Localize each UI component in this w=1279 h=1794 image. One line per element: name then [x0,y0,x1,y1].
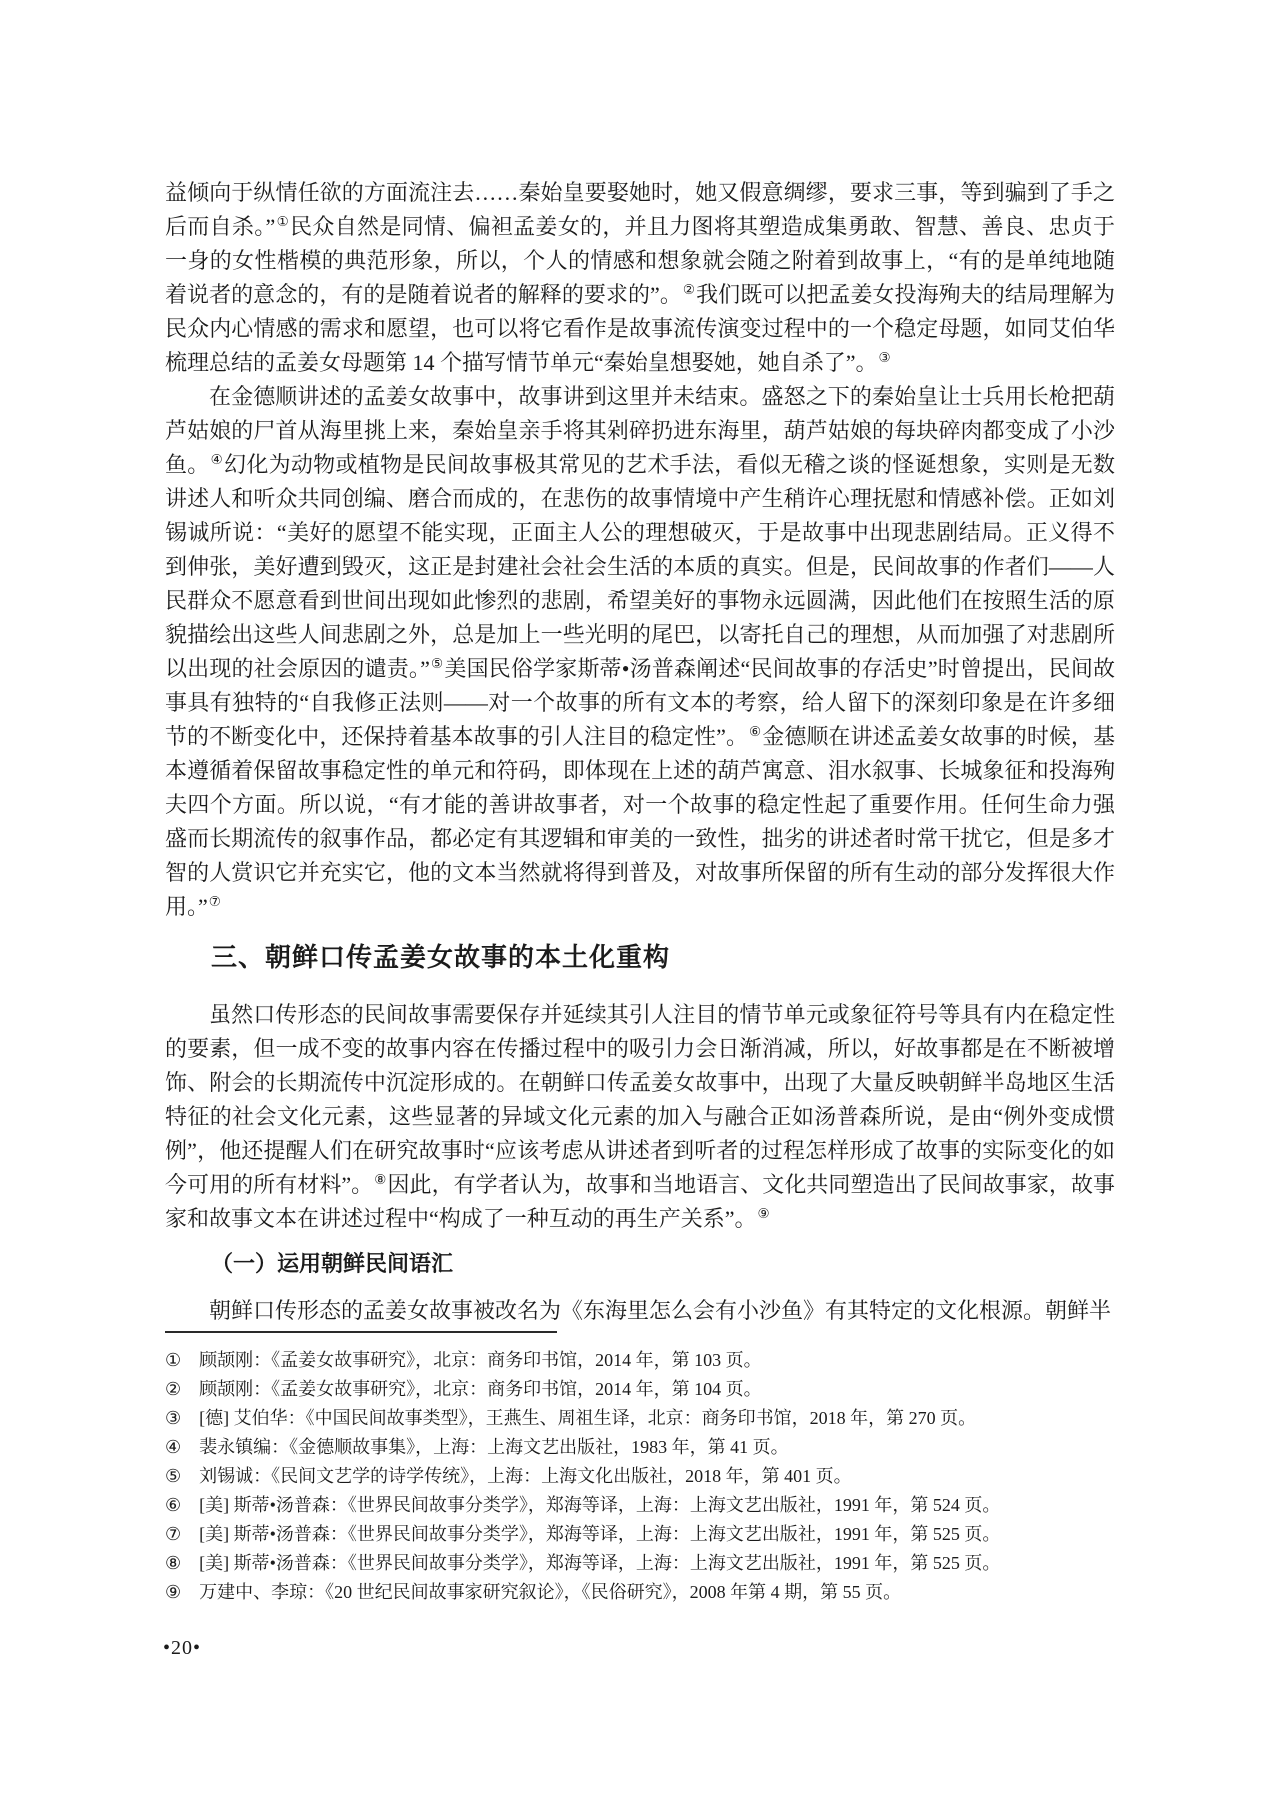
footnote-marker: ⑨ [165,1582,182,1602]
footnote-marker: ② [165,1379,182,1399]
footnote-text: [美] 斯蒂•汤普森：《世界民间故事分类学》，郑海等译，上海：上海文艺出版社，1991 年，第 525 页。 [199,1553,1001,1573]
footnote-ref: ⑥ [749,723,762,739]
footnote-ref: ⑦ [208,893,221,909]
footnote-item [165,1462,1140,1491]
footnote-text: 裴永镇编：《金德顺故事集》，上海：上海文艺出版社，1983 年，第 41 页。 [199,1437,789,1457]
footnote-marker: ⑦ [165,1524,182,1544]
footnote-item [165,1520,1140,1549]
footnote-text: 顾颉刚：《孟姜女故事研究》，北京：商务印书馆，2014 年，第 103 页。 [199,1350,762,1370]
subsection-heading: （一）运用朝鲜民间语汇 [211,1251,454,1276]
footnote-marker: ④ [165,1437,182,1457]
footnote-ref: ① [276,213,290,229]
footnote-text: [美] 斯蒂•汤普森：《世界民间故事分类学》，郑海等译，上海：上海文艺出版社，1991 年，第 524 页。 [199,1495,1001,1515]
page-number: •20• [163,1637,202,1659]
footnote-marker: ⑧ [165,1553,182,1573]
footnote-item [165,1491,1140,1520]
body-paragraph: 朝鲜口传形态的孟姜女故事被改名为《东海里怎么会有小沙鱼》有其特定的文化根源。朝鲜半 [209,1298,1112,1323]
body-paragraph: 虽然口传形态的民间故事需要保存并延续其引人注目的情节单元或象征符号等具有内在稳定性的要素，但一成不变的故事内容在传播过程中的吸引力会日渐消减，所以，好故事都是在不断被增饰、附会的长期流传中沉淀形成的。在朝鲜口传孟姜女故事中，出现了大量反映朝鲜半岛地区生活特征的社会文化元素，这些显著的异域文化元素的加入与融合正如汤普森所说，是由“例外变成惯例”，他还提醒人们在研究故事时“应该考虑从讲述者到听者的过程怎样形成了故事的实际变化的如今可用的所有材料”。⑧因此，有学者认为，故事和当地语言、文化共同塑造出了民间故事家，故事家和故事文本在讲述过程中“构成了一种互动的再生产关系”。⑨ [165,1002,1115,1231]
footnote-item [165,1346,1140,1375]
article-body [165,176,1115,1328]
body-paragraph: 益倾向于纵情任欲的方面流注去……秦始皇要娶她时，她又假意绸缪，要求三事，等到骗到了手之后而自杀。”①民众自然是同情、偏袒孟姜女的，并且力图将其塑造成集勇敢、智慧、善良、忠贞于一身的女性楷模的典范形象，所以，个人的情感和想象就会随之附着到故事上，“有的是单纯地随着说者的意念的，有的是随着说者的解释的要求的”。②我们既可以把孟姜女投海殉夫的结局理解为民众内心情感的需求和愿望，也可以将它看作是故事流传演变过程中的一个稳定母题，如同艾伯华梳理总结的孟姜女母题第 14 个描写情节单元“秦始皇想娶她，她自杀了”。③ [165,180,1115,375]
footnote-item [165,1549,1140,1578]
footnote-text: 刘锡诚：《民间文艺学的诗学传统》，上海：上海文化出版社，2018 年，第 401 页。 [199,1466,852,1486]
footnote-marker: ⑤ [165,1466,182,1486]
footnote-marker: ① [165,1350,182,1370]
footnote-text: [美] 斯蒂•汤普森：《世界民间故事分类学》，郑海等译，上海：上海文艺出版社，1991 年，第 525 页。 [199,1524,1001,1544]
footnote-separator [165,1331,557,1333]
footnote-item [165,1578,1140,1607]
footnote-ref: ② [682,281,696,297]
footnote-text: 顾颉刚：《孟姜女故事研究》，北京：商务印书馆，2014 年，第 104 页。 [199,1379,762,1399]
footnote-ref: ⑤ [430,655,444,671]
section-heading: 三、朝鲜口传孟姜女故事的本土化重构 [211,942,671,972]
footnote-ref: ⑨ [757,1205,770,1221]
footnote-text: 万建中、李琼：《20 世纪民间故事家研究叙论》，《民俗研究》，2008 年第 4 期，第 55 页。 [199,1582,902,1602]
footnote-marker: ⑥ [165,1495,182,1515]
footnote-item [165,1375,1140,1404]
footnote-item [165,1433,1140,1462]
footnotes-section [165,1346,1140,1607]
footnote-ref: ③ [878,349,891,365]
footnote-marker: ③ [165,1408,182,1428]
footnote-ref: ⑧ [374,1171,387,1187]
footnote-item [165,1404,1140,1433]
footnote-ref: ④ [210,451,224,467]
body-paragraph: 在金德顺讲述的孟姜女故事中，故事讲到这里并未结束。盛怒之下的秦始皇让士兵用长枪把葫芦姑娘的尸首从海里挑上来，秦始皇亲手将其剁碎扔进东海里，葫芦姑娘的每块碎肉都变成了小沙鱼。④幻化为动物或植物是民间故事极其常见的艺术手法，看似无稽之谈的怪诞想象，实则是无数讲述人和听众共同创编、磨合而成的，在悲伤的故事情境中产生稍许心理抚慰和情感补偿。正如刘锡诚所说：“美好的愿望不能实现，正面主人公的理想破灭，于是故事中出现悲剧结局。正义得不到伸张，美好遭到毁灭，这正是封建社会社会生活的本质的真实。但是，民间故事的作者们——人民群众不愿意看到世间出现如此惨烈的悲剧，希望美好的事物永远圆满，因此他们在按照生活的原貌描绘出这些人间悲剧之外，总是加上一些光明的尾巴，以寄托自己的理想，从而加强了对悲剧所以出现的社会原因的谴责。”⑤美国民俗学家斯蒂•汤普森阐述“民间故事的存活史”时曾提出，民间故事具有独特的“自我修正法则——对一个故事的所有文本的考察，给人留下的深刻印象是在许多细节的不断变化中，还保持着基本故事的引人注目的稳定性”。⑥金德顺在讲述孟姜女故事的时候，基本遵循着保留故事稳定性的单元和符码，即体现在上述的葫芦寓意、泪水叙事、长城象征和投海殉夫四个方面。所以说，“有才能的善讲故事者，对一个故事的稳定性起了重要作用。任何生命力强盛而长期流传的叙事作品，都必定有其逻辑和审美的一致性，拙劣的讲述者时常干扰它，但是多才智的人赏识它并充实它，他的文本当然就将得到普及，对故事所保留的所有生动的部分发挥很大作用。”⑦ [165,384,1116,919]
footnote-text: [德] 艾伯华：《中国民间故事类型》，王燕生、周祖生译，北京：商务印书馆，2018 年，第 270 页。 [199,1408,977,1428]
